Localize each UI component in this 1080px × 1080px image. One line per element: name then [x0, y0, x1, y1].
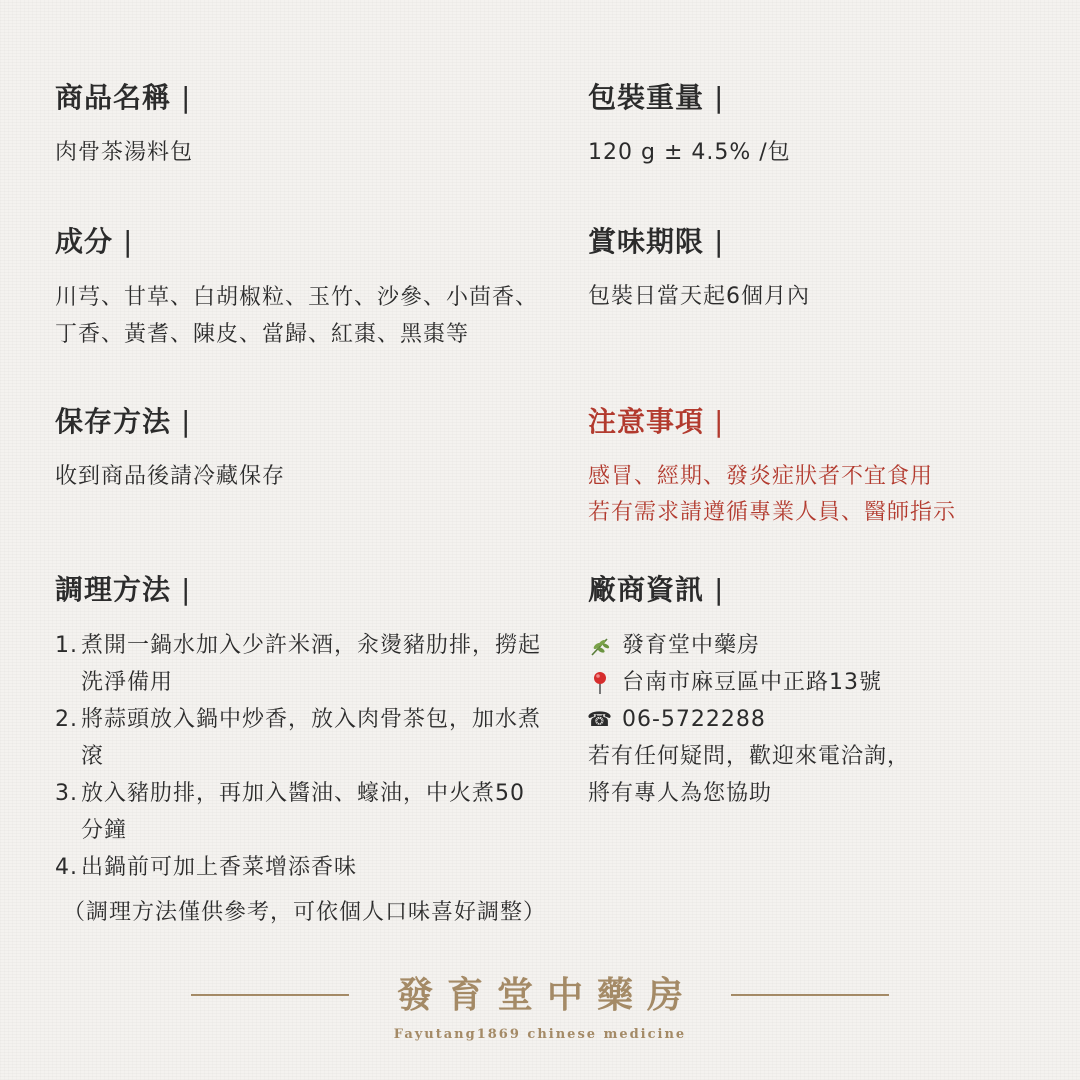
vendor-phone-row — [588, 701, 910, 738]
ingredients-heading: 成分 | — [55, 225, 134, 258]
shelf-life-value: 包裝日當天起6個月內 — [588, 284, 810, 309]
cooking-steps-list — [55, 627, 545, 886]
herb-icon — [588, 634, 612, 658]
brand-logo-text: 發育堂中藥房 — [396, 974, 697, 1016]
storage-value: 收到商品後請冷藏保存 — [55, 464, 286, 489]
product-name-value: 肉骨茶湯料包 — [55, 140, 194, 165]
cooking-step — [55, 701, 545, 775]
step-text: 出鍋前可加上香菜增添香味 — [81, 855, 358, 880]
cooking-step — [55, 775, 545, 849]
vendor-heading: 廠商資訊 | — [588, 573, 725, 606]
brand-footer — [0, 965, 1080, 1042]
storage-section — [55, 402, 285, 495]
cooking-method-note: （調理方法僅供參考，可依個人口味喜好調整） — [63, 900, 547, 925]
product-name-heading: 商品名稱 | — [55, 81, 192, 114]
vendor-name-row — [588, 627, 910, 664]
telephone-icon: ☎ — [587, 707, 613, 731]
notice-heading: 注意事項 | — [588, 405, 725, 438]
step-text: 放入豬肋排，再加入醬油、蠔油，中火煮50分鐘 — [81, 781, 525, 843]
weight-value: 120 g ± 4.5% /包 — [588, 140, 791, 165]
cooking-step — [55, 627, 545, 701]
notice-section — [588, 402, 956, 531]
vendor-contact-line: 將有專人為您協助 — [588, 781, 773, 806]
vendor-address: 台南市麻豆區中正路13號 — [622, 670, 882, 695]
storage-heading: 保存方法 | — [55, 405, 192, 438]
map-pin-icon — [588, 671, 612, 695]
weight-heading: 包裝重量 | — [588, 81, 725, 114]
vendor-info-section — [588, 570, 910, 812]
weight-section — [588, 78, 791, 171]
cooking-method-heading: 調理方法 | — [55, 573, 192, 606]
shelf-life-section — [588, 222, 810, 315]
vendor-name: 發育堂中藥房 — [622, 633, 761, 658]
cooking-method-section — [55, 570, 575, 953]
step-number: 4. — [55, 855, 78, 880]
step-number: 1. — [55, 633, 78, 658]
vendor-address-row — [588, 664, 910, 701]
step-number: 2. — [55, 707, 78, 732]
cooking-step — [55, 849, 545, 886]
vendor-phone: 06-5722288 — [622, 707, 766, 732]
vendor-contact-line: 若有任何疑問，歡迎來電洽詢， — [588, 744, 911, 769]
notice-line: 感冒、經期、發炎症狀者不宜食用 — [588, 464, 934, 489]
footer-divider-right — [731, 994, 889, 996]
product-name-section — [55, 78, 193, 171]
ingredients-value: 川芎、甘草、白胡椒粒、玉竹、沙參、小茴香、丁香、黃耆、陳皮、當歸、紅棗、黑棗等 — [55, 285, 539, 347]
step-text: 將蒜頭放入鍋中炒香，放入肉骨茶包，加水煮滾 — [81, 707, 542, 769]
step-text: 煮開一鍋水加入少許米酒，汆燙豬肋排，撈起洗淨備用 — [81, 633, 542, 695]
step-number: 3. — [55, 781, 78, 806]
footer-divider-left — [191, 994, 349, 996]
notice-line: 若有需求請遵循專業人員、醫師指示 — [588, 500, 957, 525]
ingredients-section — [55, 222, 555, 353]
brand-subtitle: Fayutang1869 chinese medicine — [393, 1027, 687, 1042]
shelf-life-heading: 賞味期限 | — [588, 225, 725, 258]
